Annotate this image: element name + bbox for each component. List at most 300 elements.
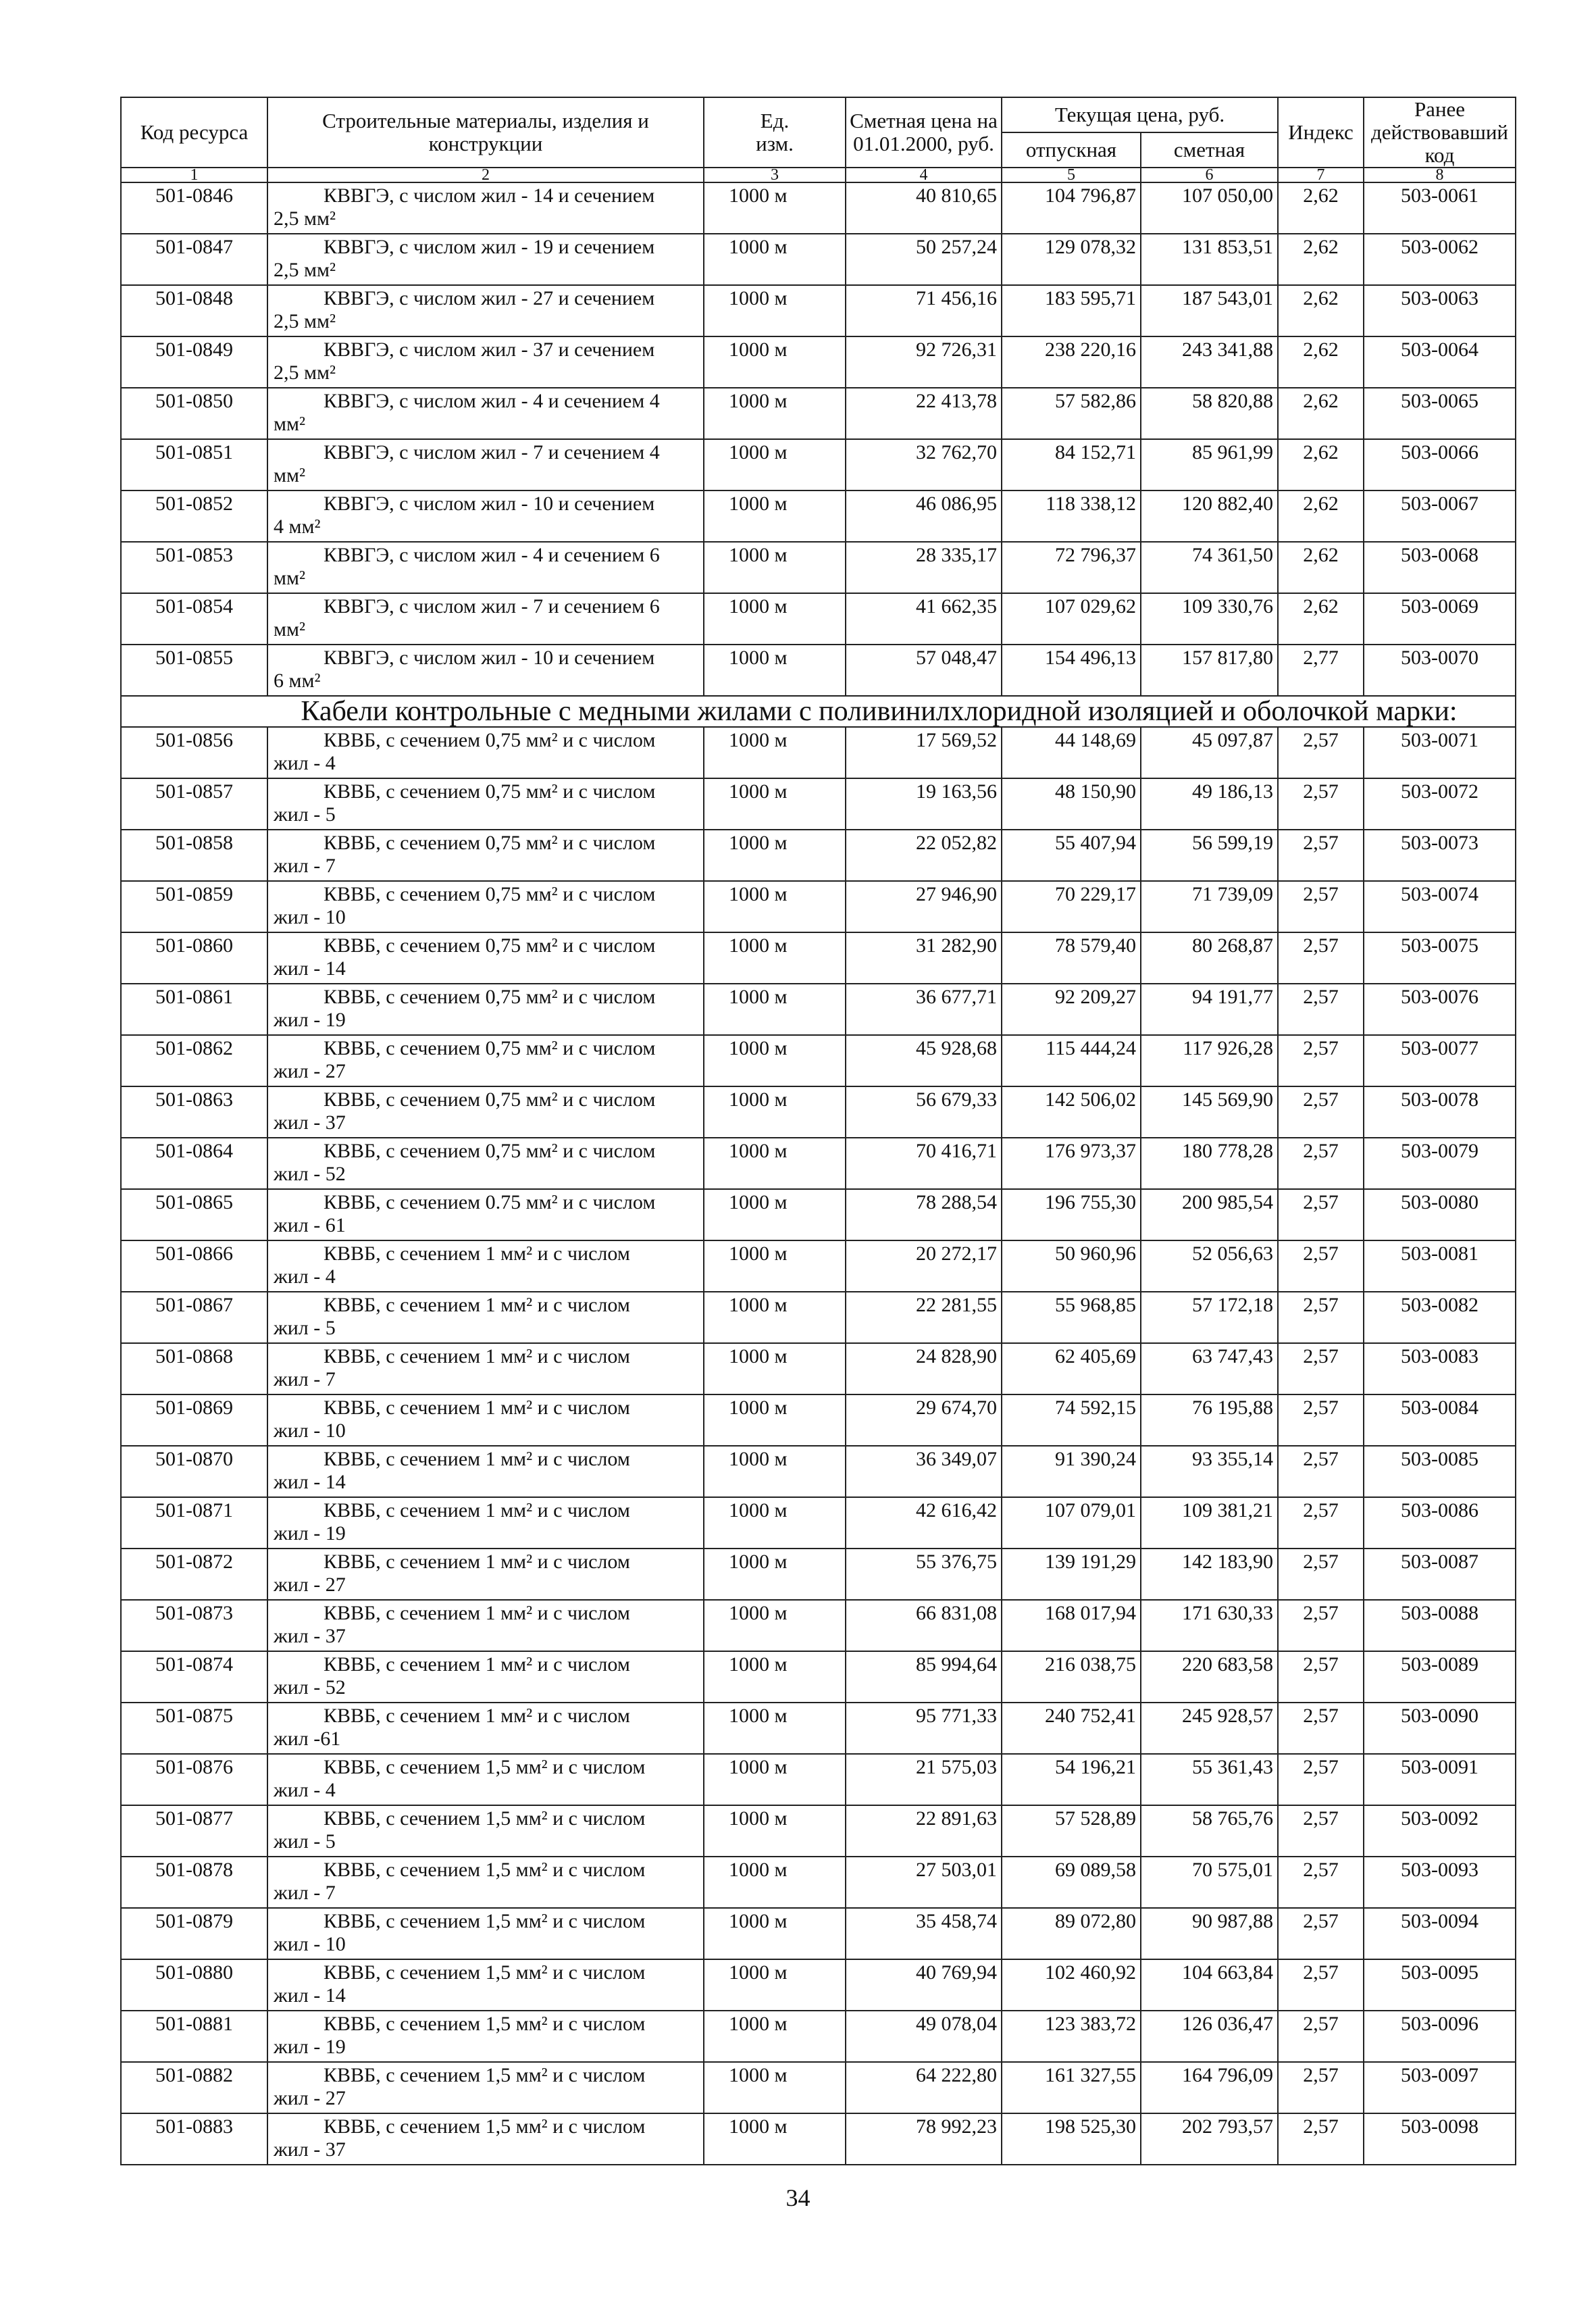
material-name — [267, 1703, 704, 1754]
resource-code: 501-0854 — [121, 593, 267, 645]
table-row — [121, 778, 1516, 830]
material-name — [267, 285, 704, 336]
resource-code: 501-0873 — [121, 1600, 267, 1651]
material-name — [267, 1600, 704, 1651]
material-name-line1: КВВБ, с сечением 1,5 мм² и с числом — [324, 2064, 646, 2086]
previous-code: 503-0075 — [1364, 932, 1516, 984]
material-name — [267, 645, 704, 696]
previous-code: 503-0078 — [1364, 1086, 1516, 1138]
base-price: 42 616,42 — [846, 1497, 1002, 1549]
price-index: 2,62 — [1278, 593, 1364, 645]
material-name-line1: КВВГЭ, с числом жил - 7 и сечением 4 — [324, 441, 660, 463]
unit: 1000 м — [704, 1343, 846, 1394]
table-body-kvvge — [121, 182, 1516, 696]
price-index: 2,57 — [1278, 1189, 1364, 1240]
material-name-line2: жил - 52 — [274, 1163, 346, 1185]
release-price: 70 229,17 — [1002, 881, 1141, 932]
previous-code: 503-0092 — [1364, 1805, 1516, 1857]
header-name: Строительные материалы, изделия и конструкции — [267, 97, 704, 168]
previous-code: 503-0087 — [1364, 1549, 1516, 1600]
material-name-line1: КВВБ, с сечением 1 мм² и с числом — [324, 1602, 630, 1624]
unit: 1000 м — [704, 1549, 846, 1600]
material-name-line2: жил - 10 — [274, 906, 346, 928]
price-index: 2,57 — [1278, 2113, 1364, 2165]
base-price: 55 376,75 — [846, 1549, 1002, 1600]
material-name-line2: жил - 10 — [274, 1933, 346, 1955]
base-price: 17 569,52 — [846, 727, 1002, 778]
estimate-price: 145 569,90 — [1141, 1086, 1278, 1138]
release-price: 168 017,94 — [1002, 1600, 1141, 1651]
estimate-price: 202 793,57 — [1141, 2113, 1278, 2165]
material-name-line2: мм² — [274, 618, 305, 640]
resource-code: 501-0859 — [121, 881, 267, 932]
resource-code: 501-0883 — [121, 2113, 267, 2165]
base-price: 78 288,54 — [846, 1189, 1002, 1240]
material-name — [267, 1343, 704, 1394]
previous-code: 503-0095 — [1364, 1959, 1516, 2011]
price-index: 2,77 — [1278, 645, 1364, 696]
column-number: 8 — [1364, 168, 1516, 182]
material-name — [267, 1754, 704, 1805]
material-name — [267, 1805, 704, 1857]
table-row — [121, 234, 1516, 285]
release-price: 57 582,86 — [1002, 388, 1141, 439]
material-name-line1: КВВБ, с сечением 0,75 мм² и с числом — [324, 729, 656, 751]
unit: 1000 м — [704, 1138, 846, 1189]
material-name — [267, 491, 704, 542]
resource-code: 501-0871 — [121, 1497, 267, 1549]
price-index: 2,57 — [1278, 1600, 1364, 1651]
material-name-line1: КВВГЭ, с числом жил - 14 и сечением — [324, 184, 655, 207]
release-price: 91 390,24 — [1002, 1446, 1141, 1497]
previous-code: 503-0080 — [1364, 1189, 1516, 1240]
base-price: 22 413,78 — [846, 388, 1002, 439]
material-name-line2: жил - 4 — [274, 1779, 336, 1801]
price-index: 2,57 — [1278, 830, 1364, 881]
material-name-line2: 6 мм² — [274, 670, 321, 692]
price-index: 2,62 — [1278, 182, 1364, 234]
estimate-price: 55 361,43 — [1141, 1754, 1278, 1805]
base-price: 36 677,71 — [846, 984, 1002, 1035]
material-name — [267, 593, 704, 645]
material-name — [267, 1857, 704, 1908]
estimate-price: 58 820,88 — [1141, 388, 1278, 439]
table-row — [121, 182, 1516, 234]
material-name-line1: КВВБ, с сечением 0,75 мм² и с числом — [324, 780, 656, 803]
price-table — [120, 97, 1516, 2165]
previous-code: 503-0061 — [1364, 182, 1516, 234]
material-name-line1: КВВГЭ, с числом жил - 27 и сечением — [324, 287, 655, 309]
estimate-price: 126 036,47 — [1141, 2011, 1278, 2062]
estimate-price: 58 765,76 — [1141, 1805, 1278, 1857]
resource-code: 501-0876 — [121, 1754, 267, 1805]
estimate-price: 45 097,87 — [1141, 727, 1278, 778]
previous-code: 503-0064 — [1364, 336, 1516, 388]
material-name-line2: 2,5 мм² — [274, 207, 336, 230]
previous-code: 503-0073 — [1364, 830, 1516, 881]
material-name — [267, 439, 704, 491]
base-price: 40 810,65 — [846, 182, 1002, 234]
material-name-line1: КВВБ, с сечением 0,75 мм² и с числом — [324, 1037, 656, 1059]
material-name — [267, 388, 704, 439]
material-name-line1: КВВГЭ, с числом жил - 10 и сечением — [324, 493, 655, 515]
section-header-body — [121, 696, 1516, 727]
release-price: 176 973,37 — [1002, 1138, 1141, 1189]
release-price: 118 338,12 — [1002, 491, 1141, 542]
table-row — [121, 593, 1516, 645]
estimate-price: 70 575,01 — [1141, 1857, 1278, 1908]
price-index: 2,57 — [1278, 984, 1364, 1035]
material-name-line2: жил - 5 — [274, 803, 336, 826]
previous-code: 503-0084 — [1364, 1394, 1516, 1446]
material-name — [267, 182, 704, 234]
estimate-price: 52 056,63 — [1141, 1240, 1278, 1292]
estimate-price: 90 987,88 — [1141, 1908, 1278, 1959]
release-price: 69 089,58 — [1002, 1857, 1141, 1908]
price-index: 2,57 — [1278, 1857, 1364, 1908]
release-price: 48 150,90 — [1002, 778, 1141, 830]
header-current-price: Текущая цена, руб. — [1002, 97, 1278, 132]
release-price: 240 752,41 — [1002, 1703, 1141, 1754]
previous-code: 503-0090 — [1364, 1703, 1516, 1754]
release-price: 198 525,30 — [1002, 2113, 1141, 2165]
release-price: 154 496,13 — [1002, 645, 1141, 696]
previous-code: 503-0066 — [1364, 439, 1516, 491]
unit: 1000 м — [704, 1959, 846, 2011]
material-name-line1: КВВГЭ, с числом жил - 19 и сечением — [324, 236, 655, 258]
material-name — [267, 1497, 704, 1549]
unit: 1000 м — [704, 1292, 846, 1343]
price-index: 2,57 — [1278, 778, 1364, 830]
material-name-line1: КВВБ, с сечением 0,75 мм² и с числом — [324, 883, 656, 905]
material-name-line1: КВВБ, с сечением 1 мм² и с числом — [324, 1448, 630, 1470]
table-row — [121, 1754, 1516, 1805]
resource-code: 501-0852 — [121, 491, 267, 542]
release-price: 84 152,71 — [1002, 439, 1141, 491]
material-name-line2: мм² — [274, 413, 305, 435]
unit: 1000 м — [704, 1446, 846, 1497]
previous-code: 503-0093 — [1364, 1857, 1516, 1908]
price-index: 2,57 — [1278, 1086, 1364, 1138]
material-name-line2: 2,5 мм² — [274, 361, 336, 384]
resource-code: 501-0865 — [121, 1189, 267, 1240]
resource-code: 501-0860 — [121, 932, 267, 984]
release-price: 183 595,71 — [1002, 285, 1141, 336]
table-row — [121, 1138, 1516, 1189]
release-price: 123 383,72 — [1002, 2011, 1141, 2062]
table-row — [121, 1035, 1516, 1086]
material-name-line2: 4 мм² — [274, 515, 321, 538]
material-name-line2: жил - 37 — [274, 1625, 346, 1647]
unit: 1000 м — [704, 182, 846, 234]
resource-code: 501-0877 — [121, 1805, 267, 1857]
price-index: 2,57 — [1278, 1138, 1364, 1189]
resource-code: 501-0880 — [121, 1959, 267, 2011]
table-row — [121, 932, 1516, 984]
material-name-line2: жил - 14 — [274, 1984, 346, 2007]
release-price: 72 796,37 — [1002, 542, 1141, 593]
resource-code: 501-0862 — [121, 1035, 267, 1086]
resource-code: 501-0866 — [121, 1240, 267, 1292]
material-name-line1: КВВБ, с сечением 1,5 мм² и с числом — [324, 1910, 646, 1932]
resource-code: 501-0869 — [121, 1394, 267, 1446]
base-price: 31 282,90 — [846, 932, 1002, 984]
header-base-price: Сметная цена на 01.01.2000, руб. — [846, 97, 1002, 168]
estimate-price: 142 183,90 — [1141, 1549, 1278, 1600]
resource-code: 501-0874 — [121, 1651, 267, 1703]
material-name-line2: жил -61 — [274, 1728, 341, 1750]
column-number: 5 — [1002, 168, 1141, 182]
base-price: 85 994,64 — [846, 1651, 1002, 1703]
material-name — [267, 336, 704, 388]
estimate-price: 164 796,09 — [1141, 2062, 1278, 2113]
material-name — [267, 1959, 704, 2011]
base-price: 27 503,01 — [846, 1857, 1002, 1908]
material-name-line2: жил - 27 — [274, 1060, 346, 1082]
release-price: 139 191,29 — [1002, 1549, 1141, 1600]
price-index: 2,62 — [1278, 542, 1364, 593]
material-name-line2: жил - 4 — [274, 752, 336, 774]
material-name — [267, 1908, 704, 1959]
material-name-line2: мм² — [274, 567, 305, 589]
material-name-line1: КВВБ, с сечением 1,5 мм² и с числом — [324, 1807, 646, 1830]
material-name-line2: жил - 5 — [274, 1830, 336, 1853]
price-index: 2,57 — [1278, 932, 1364, 984]
material-name-line2: жил - 19 — [274, 2036, 346, 2058]
material-name — [267, 1394, 704, 1446]
base-price: 24 828,90 — [846, 1343, 1002, 1394]
unit: 1000 м — [704, 984, 846, 1035]
material-name — [267, 2011, 704, 2062]
material-name — [267, 1446, 704, 1497]
material-name — [267, 2113, 704, 2165]
base-price: 50 257,24 — [846, 234, 1002, 285]
material-name — [267, 1086, 704, 1138]
material-name-line1: КВВБ, с сечением 1 мм² и с числом — [324, 1242, 630, 1265]
price-index: 2,57 — [1278, 1805, 1364, 1857]
resource-code: 501-0847 — [121, 234, 267, 285]
base-price: 49 078,04 — [846, 2011, 1002, 2062]
previous-code: 503-0067 — [1364, 491, 1516, 542]
header-prev-code: Ранее действовавший код — [1364, 97, 1516, 168]
previous-code: 503-0068 — [1364, 542, 1516, 593]
material-name-line2: жил - 52 — [274, 1676, 346, 1699]
unit: 1000 м — [704, 1857, 846, 1908]
table-row — [121, 2062, 1516, 2113]
header-column-numbers — [121, 168, 1516, 182]
base-price: 92 726,31 — [846, 336, 1002, 388]
base-price: 22 281,55 — [846, 1292, 1002, 1343]
table-row — [121, 1549, 1516, 1600]
base-price: 71 456,16 — [846, 285, 1002, 336]
release-price: 78 579,40 — [1002, 932, 1141, 984]
estimate-price: 104 663,84 — [1141, 1959, 1278, 2011]
price-index: 2,57 — [1278, 881, 1364, 932]
material-name-line1: КВВБ, с сечением 1 мм² и с числом — [324, 1653, 630, 1676]
section-title: Кабели контрольные с медными жилами с поливинилхлоридной изоляцией и оболочкой марки: — [121, 696, 1516, 727]
unit: 1000 м — [704, 2011, 846, 2062]
table-row — [121, 1292, 1516, 1343]
material-name-line2: жил - 27 — [274, 2087, 346, 2109]
base-price: 40 769,94 — [846, 1959, 1002, 2011]
material-name-line2: жил - 7 — [274, 1368, 336, 1390]
material-name-line1: КВВГЭ, с числом жил - 4 и сечением 4 — [324, 390, 660, 412]
estimate-price: 171 630,33 — [1141, 1600, 1278, 1651]
unit: 1000 м — [704, 1240, 846, 1292]
unit: 1000 м — [704, 336, 846, 388]
previous-code: 503-0081 — [1364, 1240, 1516, 1292]
resource-code: 501-0855 — [121, 645, 267, 696]
release-price: 62 405,69 — [1002, 1343, 1141, 1394]
material-name — [267, 234, 704, 285]
material-name-line1: КВВБ, с сечением 0,75 мм² и с числом — [324, 1140, 656, 1162]
unit: 1000 м — [704, 645, 846, 696]
base-price: 19 163,56 — [846, 778, 1002, 830]
release-price: 107 079,01 — [1002, 1497, 1141, 1549]
estimate-price: 117 926,28 — [1141, 1035, 1278, 1086]
material-name — [267, 1035, 704, 1086]
material-name-line1: КВВБ, с сечением 1,5 мм² и с числом — [324, 2013, 646, 2035]
base-price: 66 831,08 — [846, 1600, 1002, 1651]
unit: 1000 м — [704, 542, 846, 593]
release-price: 216 038,75 — [1002, 1651, 1141, 1703]
unit: 1000 м — [704, 778, 846, 830]
unit: 1000 м — [704, 1908, 846, 1959]
table-row — [121, 1805, 1516, 1857]
unit: 1000 м — [704, 1805, 846, 1857]
table-row — [121, 388, 1516, 439]
release-price: 55 968,85 — [1002, 1292, 1141, 1343]
price-index: 2,57 — [1278, 2062, 1364, 2113]
material-name — [267, 1138, 704, 1189]
material-name-line1: КВВГЭ, с числом жил - 37 и сечением — [324, 338, 655, 361]
material-name-line1: КВВГЭ, с числом жил - 10 и сечением — [324, 647, 655, 669]
unit: 1000 м — [704, 881, 846, 932]
resource-code: 501-0861 — [121, 984, 267, 1035]
resource-code: 501-0851 — [121, 439, 267, 491]
previous-code: 503-0089 — [1364, 1651, 1516, 1703]
unit: 1000 м — [704, 1703, 846, 1754]
table-row — [121, 1086, 1516, 1138]
price-index: 2,57 — [1278, 1549, 1364, 1600]
release-price: 104 796,87 — [1002, 182, 1141, 234]
section-row — [121, 696, 1516, 727]
table-row — [121, 1703, 1516, 1754]
material-name — [267, 1549, 704, 1600]
unit: 1000 м — [704, 593, 846, 645]
release-price: 102 460,92 — [1002, 1959, 1141, 2011]
material-name — [267, 542, 704, 593]
material-name-line1: КВВБ, с сечением 1,5 мм² и с числом — [324, 1961, 646, 1984]
price-index: 2,62 — [1278, 336, 1364, 388]
base-price: 20 272,17 — [846, 1240, 1002, 1292]
price-index: 2,62 — [1278, 285, 1364, 336]
material-name — [267, 727, 704, 778]
price-index: 2,62 — [1278, 491, 1364, 542]
price-index: 2,62 — [1278, 439, 1364, 491]
release-price: 142 506,02 — [1002, 1086, 1141, 1138]
price-index: 2,57 — [1278, 1035, 1364, 1086]
release-price: 55 407,94 — [1002, 830, 1141, 881]
resource-code: 501-0863 — [121, 1086, 267, 1138]
table-row — [121, 984, 1516, 1035]
unit: 1000 м — [704, 1394, 846, 1446]
price-index: 2,57 — [1278, 1908, 1364, 1959]
material-name-line1: КВВБ, с сечением 1 мм² и с числом — [324, 1397, 630, 1419]
unit: 1000 м — [704, 285, 846, 336]
estimate-price: 94 191,77 — [1141, 984, 1278, 1035]
material-name-line1: КВВБ, с сечением 0,75 мм² и с числом — [324, 934, 656, 957]
release-price: 89 072,80 — [1002, 1908, 1141, 1959]
material-name-line2: жил - 61 — [274, 1214, 346, 1236]
table-row — [121, 1497, 1516, 1549]
material-name-line1: КВВБ, с сечением 1 мм² и с числом — [324, 1499, 630, 1521]
previous-code: 503-0079 — [1364, 1138, 1516, 1189]
price-index: 2,57 — [1278, 1754, 1364, 1805]
material-name-line2: мм² — [274, 464, 305, 486]
material-name-line2: жил - 19 — [274, 1522, 346, 1544]
resource-code: 501-0849 — [121, 336, 267, 388]
resource-code: 501-0850 — [121, 388, 267, 439]
estimate-price: 49 186,13 — [1141, 778, 1278, 830]
table-row — [121, 727, 1516, 778]
column-number: 3 — [704, 168, 846, 182]
price-index: 2,57 — [1278, 1394, 1364, 1446]
release-price: 50 960,96 — [1002, 1240, 1141, 1292]
material-name-line1: КВВБ, с сечением 1,5 мм² и с числом — [324, 2115, 646, 2138]
material-name-line2: жил - 19 — [274, 1009, 346, 1031]
previous-code: 503-0091 — [1364, 1754, 1516, 1805]
price-index: 2,57 — [1278, 1240, 1364, 1292]
release-price: 115 444,24 — [1002, 1035, 1141, 1086]
header-unit: Ед. изм. — [704, 97, 846, 168]
previous-code: 503-0070 — [1364, 645, 1516, 696]
estimate-price: 76 195,88 — [1141, 1394, 1278, 1446]
base-price: 21 575,03 — [846, 1754, 1002, 1805]
resource-code: 501-0857 — [121, 778, 267, 830]
base-price: 70 416,71 — [846, 1138, 1002, 1189]
price-index: 2,57 — [1278, 1651, 1364, 1703]
previous-code: 503-0098 — [1364, 2113, 1516, 2165]
table-row — [121, 336, 1516, 388]
table-row — [121, 1857, 1516, 1908]
table-row — [121, 2113, 1516, 2165]
table-row — [121, 881, 1516, 932]
header-code: Код ресурса — [121, 97, 267, 168]
base-price: 32 762,70 — [846, 439, 1002, 491]
table-row — [121, 1651, 1516, 1703]
estimate-price: 109 330,76 — [1141, 593, 1278, 645]
material-name-line2: жил - 7 — [274, 855, 336, 877]
estimate-price: 131 853,51 — [1141, 234, 1278, 285]
unit: 1000 м — [704, 491, 846, 542]
resource-code: 501-0853 — [121, 542, 267, 593]
resource-code: 501-0867 — [121, 1292, 267, 1343]
unit: 1000 м — [704, 234, 846, 285]
unit: 1000 м — [704, 2113, 846, 2165]
base-price: 27 946,90 — [846, 881, 1002, 932]
table-row — [121, 830, 1516, 881]
material-name-line1: КВВГЭ, с числом жил - 4 и сечением 6 — [324, 544, 660, 566]
estimate-price: 85 961,99 — [1141, 439, 1278, 491]
base-price: 95 771,33 — [846, 1703, 1002, 1754]
previous-code: 503-0071 — [1364, 727, 1516, 778]
price-index: 2,57 — [1278, 1959, 1364, 2011]
previous-code: 503-0074 — [1364, 881, 1516, 932]
table-header — [121, 97, 1516, 182]
price-index: 2,57 — [1278, 1292, 1364, 1343]
unit: 1000 м — [704, 1754, 846, 1805]
